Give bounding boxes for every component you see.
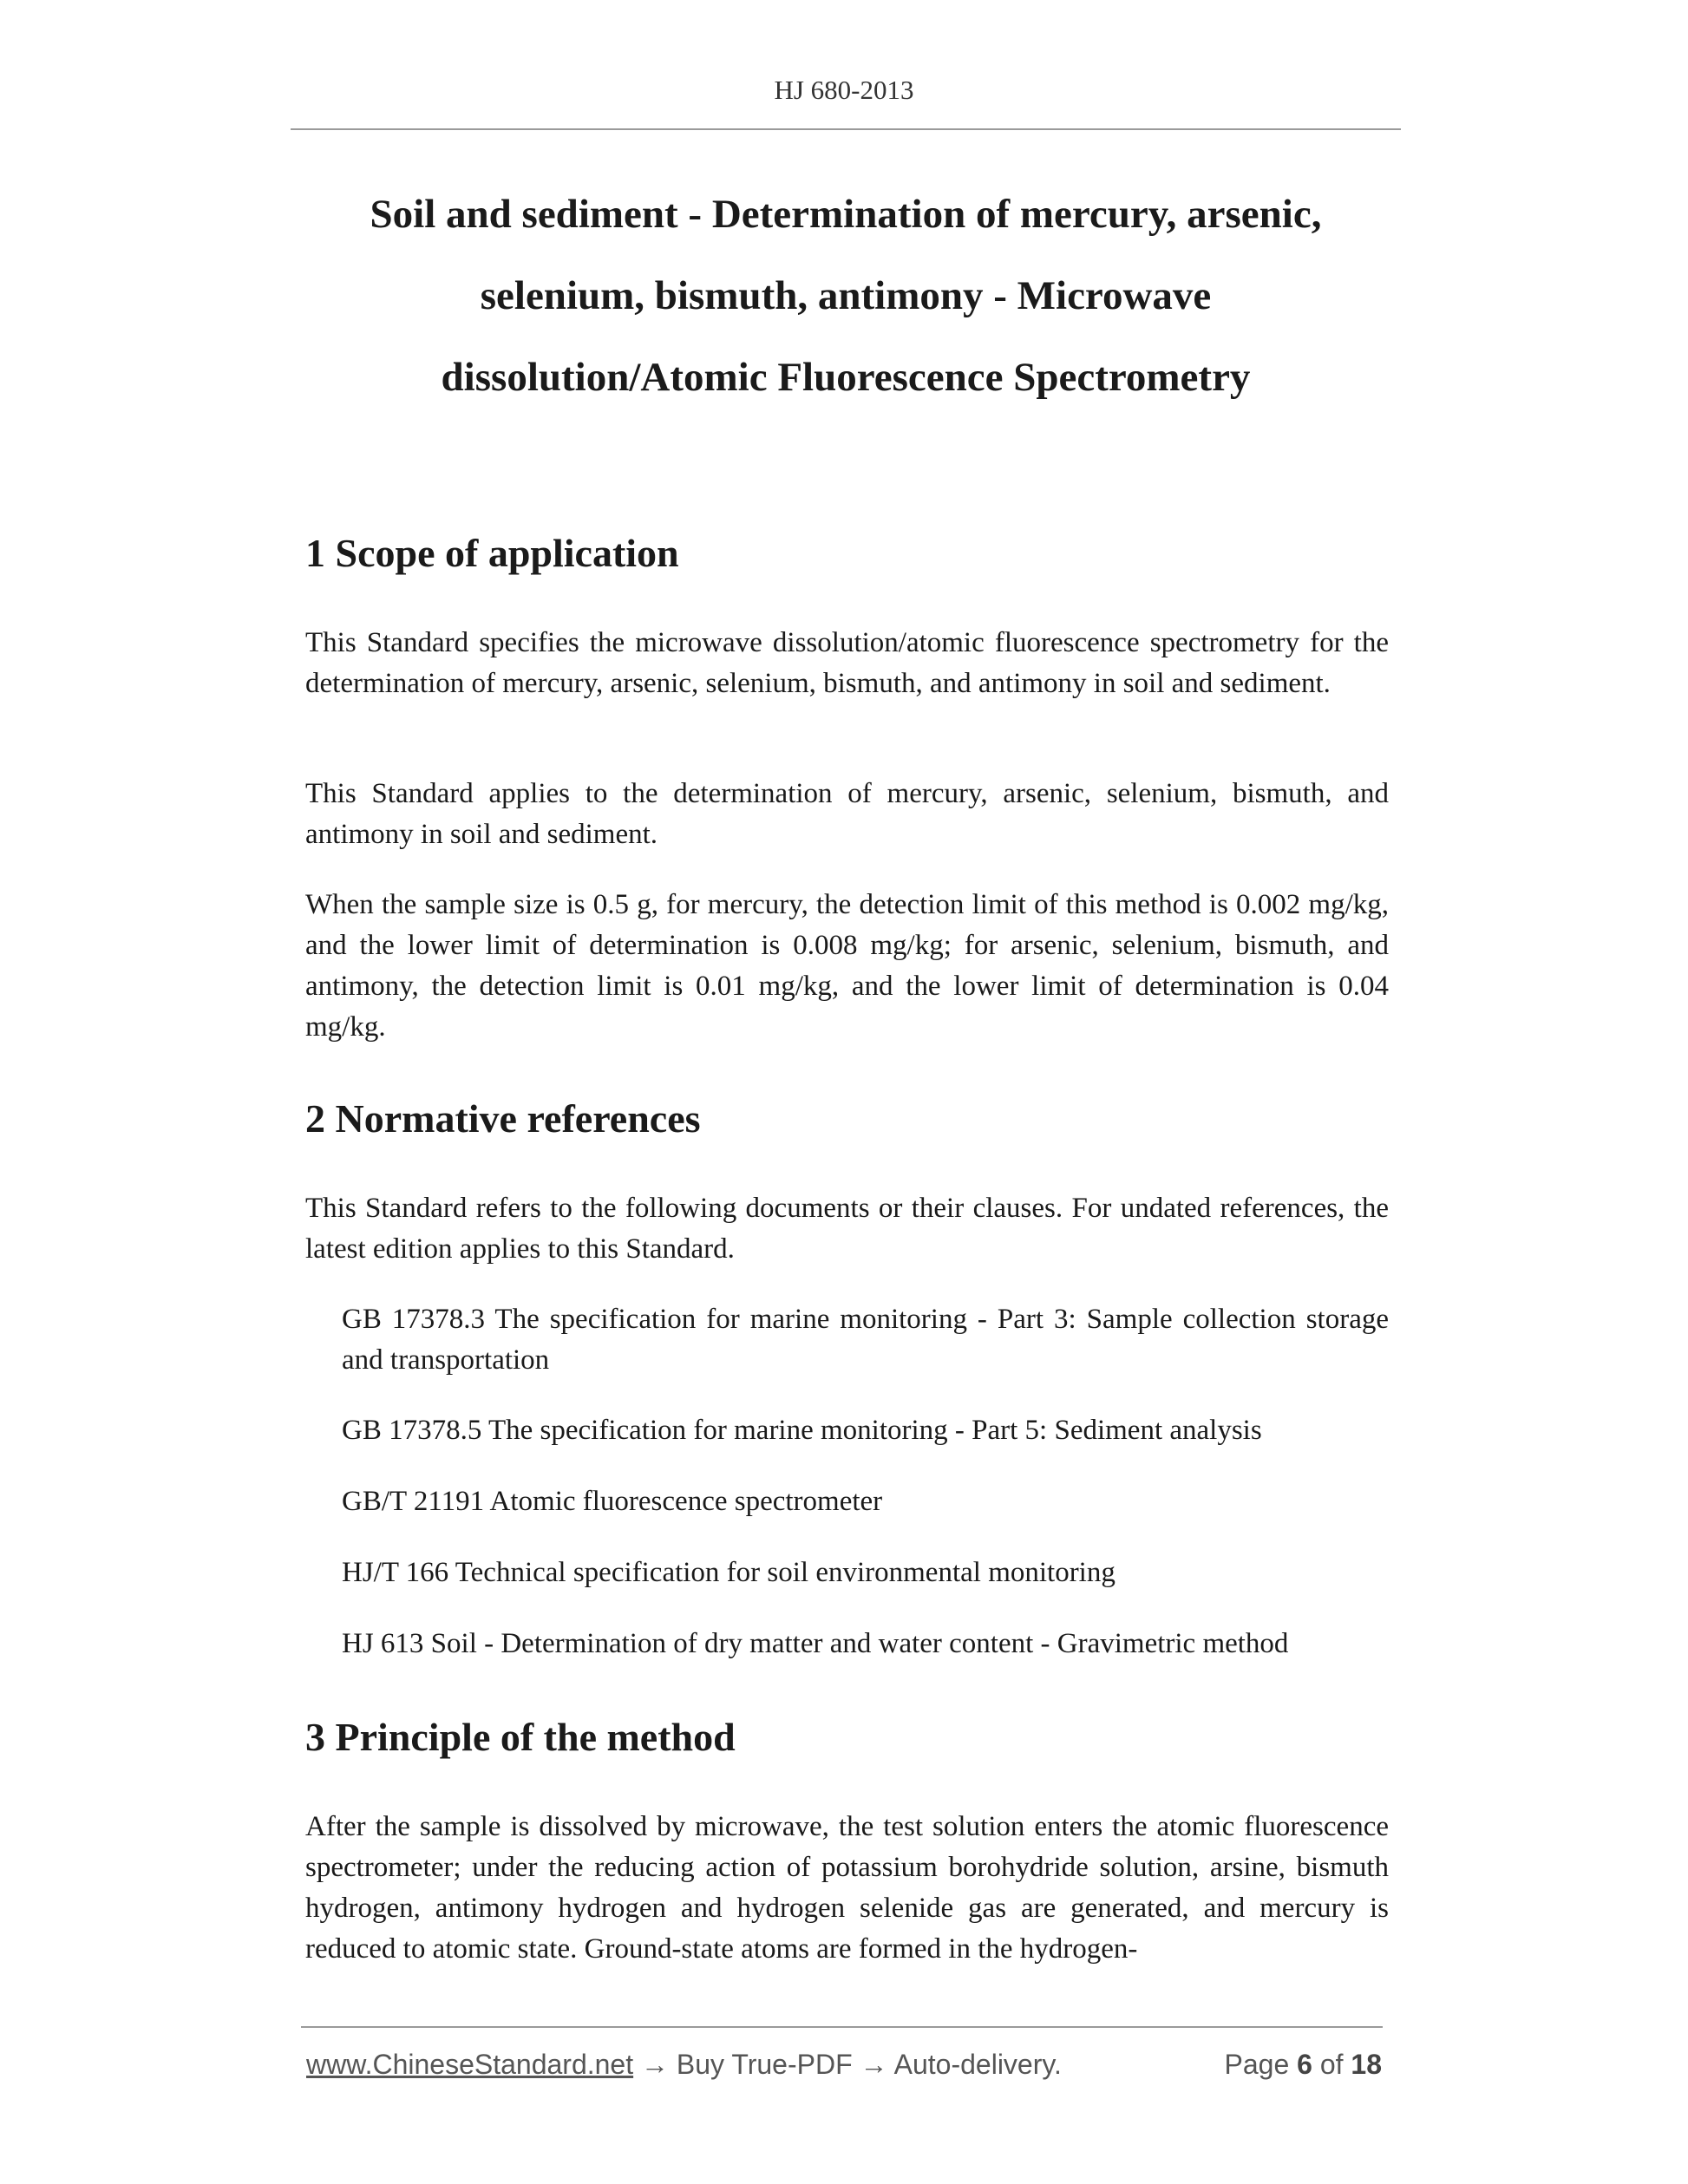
footer-divider [301,2026,1383,2028]
paragraph-scope-2: This Standard applies to the determination of mercury, arsenic, selenium, bismuth, and antimony in soil and sediment. [305,778,1389,850]
section-heading-principle: 3 Principle of the method [305,1715,736,1759]
page-footer [306,2049,1382,2087]
paragraph-scope-3: When the sample size is 0.5 g, for mercury, the detection limit of this method is 0.002 mg/kg, and the lower limit of determination is 0.008 mg/kg; for arsenic, selenium, bismuth, and antimony, the detection limit is 0.01 mg/kg, and the lower limit of determination is 0.04 mg/kg. [305,889,1389,1043]
title-line-2: selenium, bismuth, antimony - Microwave [480,273,1212,318]
site-link[interactable]: www.ChineseStandard.net [306,2049,634,2080]
header-divider [291,128,1401,130]
document-title [291,173,1401,418]
footer-tagline: → Buy True-PDF → Auto-delivery. [633,2049,1062,2080]
title-line-3: dissolution/Atomic Fluorescence Spectrometry [441,355,1251,400]
paragraph-references-intro: This Standard refers to the following documents or their clauses. For undated references, the latest edition applies to this Standard. [305,1193,1389,1265]
paragraph-scope-1: This Standard specifies the microwave dissolution/atomic fluorescence spectrometry for the determination of mercury, arsenic, selenium, bismuth, and antimony in soil and sediment. [305,627,1389,699]
running-header: HJ 680-2013 [774,75,914,105]
section-heading-scope: 1 Scope of application [305,531,679,575]
reference-item: HJ 613 Soil - Determination of dry matter and water content - Gravimetric method [342,1628,1289,1659]
reference-item: GB 17378.5 The specification for marine monitoring - Part 5: Sediment analysis [342,1415,1262,1446]
footer-promo [306,2049,1062,2081]
reference-item: GB/T 21191 Atomic fluorescence spectrometer [342,1486,883,1517]
of-word: of [1319,2049,1344,2080]
page-indicator [1225,2049,1382,2081]
page-word: Page [1224,2049,1290,2080]
reference-item: GB 17378.3 The specification for marine monitoring - Part 3: Sample collection storage and transportation [342,1304,1389,1376]
section-heading-normative-references: 2 Normative references [305,1096,701,1141]
page-total: 18 [1351,2049,1382,2080]
paragraph-principle-1: After the sample is dissolved by microwave, the test solution enters the atomic fluorescence spectrometer; under the reducing action of potassium borohydride solution, arsine, bismuth hydrogen, antimony hydrogen and hydrogen selenide gas are generated, and mercury is reduced to atomic state. Ground-state atoms are formed in the hydrogen- [305,1811,1389,1965]
page-number: 6 [1297,2049,1312,2080]
reference-item: HJ/T 166 Technical specification for soil environmental monitoring [342,1557,1116,1588]
title-line-1: Soil and sediment - Determination of mercury, arsenic, [370,192,1322,237]
